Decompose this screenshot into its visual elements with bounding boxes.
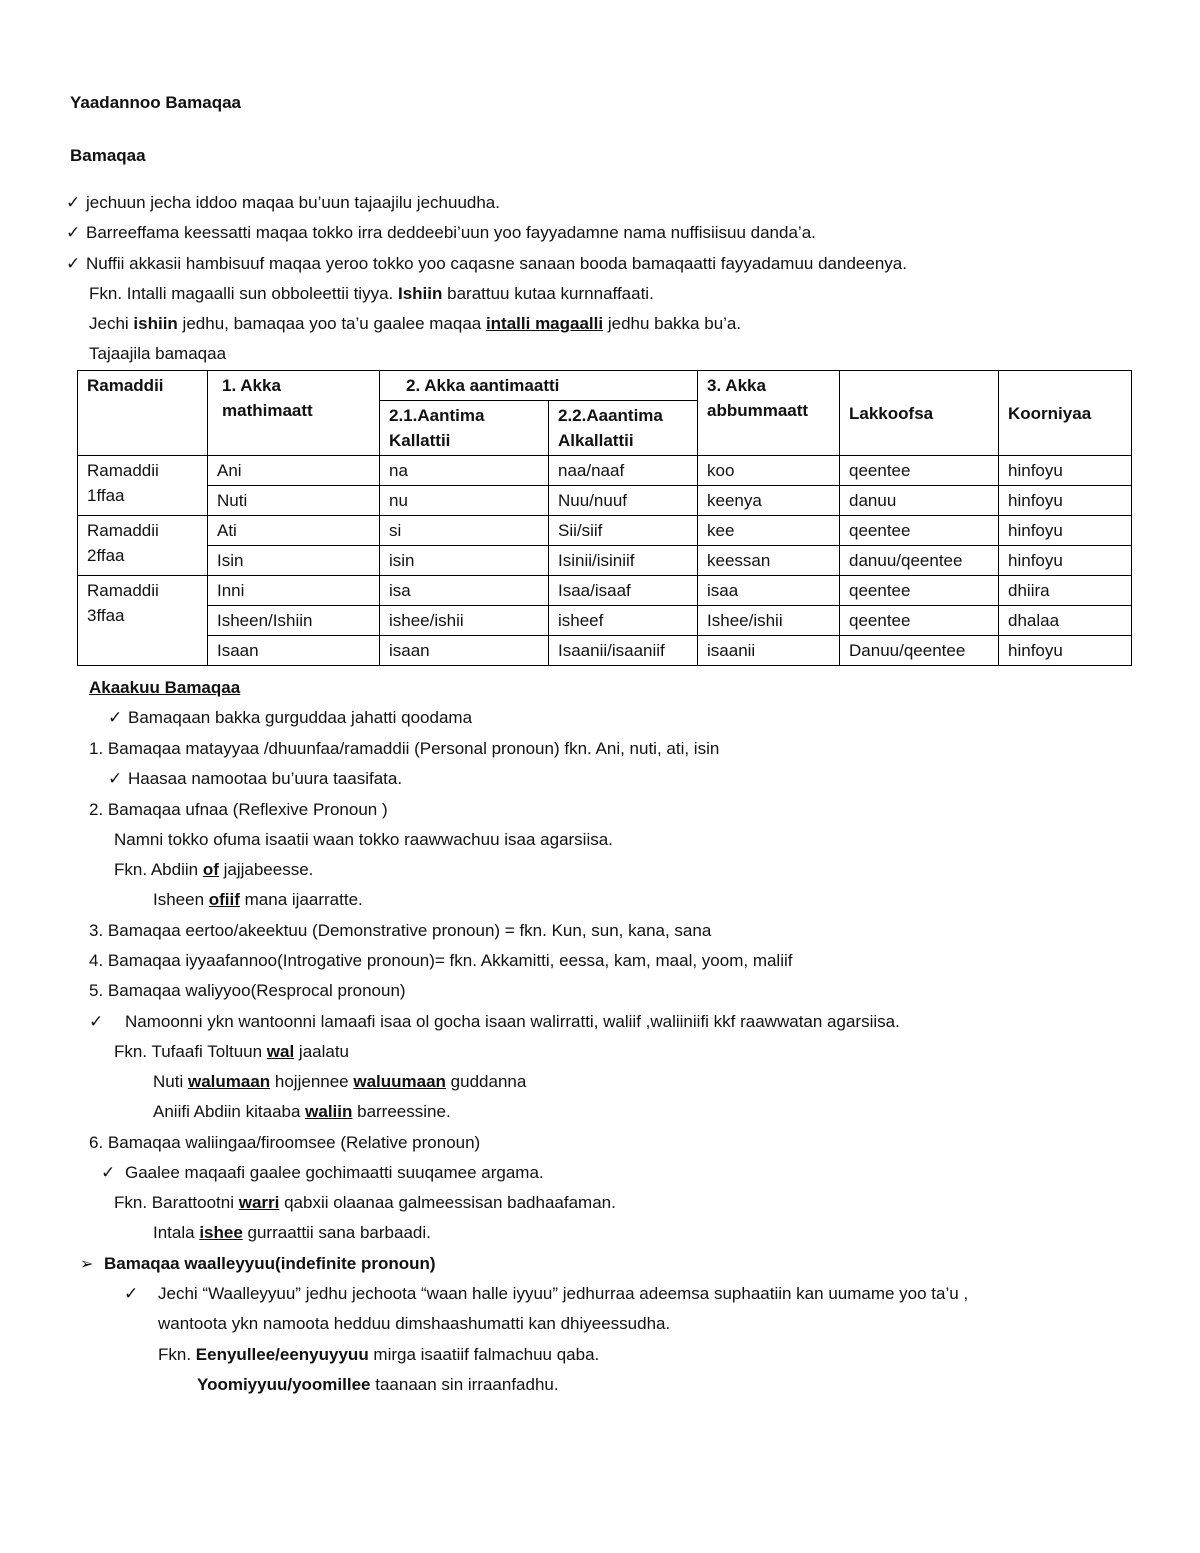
header-possessive: 2. Akka aantimaatti: [380, 371, 698, 401]
example-line: Aniifi Abdiin kitaaba waliin barreessine.: [153, 1102, 451, 1121]
header-subject: 1. Akka mathimaatt: [208, 371, 380, 456]
check-icon: ✓: [124, 1284, 139, 1303]
pronoun-table: [77, 370, 1132, 666]
example-line: Fkn. Intalli magaalli sun obboleettii tiyya. Ishiin barattuu kutaa kurnnaffaati.: [89, 284, 654, 303]
header-possessive-indirect: 2.2.Aaantima Alkallattii: [549, 401, 698, 456]
cell: na: [380, 456, 549, 486]
list-item: 5. Bamaqaa waliyyoo(Resprocal pronoun): [89, 981, 406, 1000]
check-icon: ✓: [101, 1163, 116, 1182]
group-label: Ramaddii 2ffaa: [78, 516, 208, 576]
cell: danuu: [840, 486, 999, 516]
check-icon: ✓: [89, 1012, 104, 1031]
cell: Isinii/isiniif: [549, 546, 698, 576]
bullet-item: ✓ Namoonni ykn wantoonni lamaafi isaa ol gocha isaan walirratti, waliif ,waliiniifi kkf raawwatan agarsiisa.: [89, 1012, 900, 1031]
cell: [78, 636, 208, 666]
cell: dhiira: [999, 576, 1132, 606]
section-heading: Akaakuu Bamaqaa: [89, 678, 241, 697]
cell: keessan: [698, 546, 840, 576]
check-icon: ✓: [108, 708, 123, 727]
document-title: Yaadannoo Bamaqaa: [70, 93, 242, 112]
cell: Isaanii/isaaniif: [549, 636, 698, 666]
cell: qeentee: [840, 456, 999, 486]
bullet-item: ✓ Haasaa namootaa bu’uura taasifata.: [108, 769, 403, 788]
cell: isaanii: [698, 636, 840, 666]
example-line: Fkn. Tufaafi Toltuun wal jaalatu: [114, 1042, 350, 1061]
cell: nu: [380, 486, 549, 516]
check-icon: ✓: [66, 193, 81, 212]
header-gender: Koorniyaa: [999, 371, 1132, 456]
cell: si: [380, 516, 549, 546]
cell: isaan: [380, 636, 549, 666]
bullet-item: ✓ Nuffii akkasii hambisuuf maqaa yeroo tokko yoo caqasne sanaan booda bamaqaatti fayyadamuu dandeenya.: [66, 254, 907, 273]
cell: naa/naaf: [549, 456, 698, 486]
cell: qeentee: [840, 606, 999, 636]
cell: Ani: [208, 456, 380, 486]
table-row: [78, 636, 1132, 666]
group-label: Ramaddii 1ffaa: [78, 456, 208, 516]
cell: Sii/siif: [549, 516, 698, 546]
cell: Isin: [208, 546, 380, 576]
header-person: Ramaddii: [78, 371, 208, 456]
group-label: Ramaddii 3ffaa: [78, 576, 208, 636]
list-item: ➢ Bamaqaa waalleyyuu(indefinite pronoun): [80, 1253, 436, 1276]
cell: hinfoyu: [999, 516, 1132, 546]
check-icon: ✓: [66, 254, 81, 273]
table-row: [78, 576, 1132, 606]
list-item: 1. Bamaqaa matayyaa /dhuunfaa/ramaddii (Personal pronoun) fkn. Ani, nuti, ati, isin: [89, 739, 720, 758]
cell: dhalaa: [999, 606, 1132, 636]
cell: isa: [380, 576, 549, 606]
cell: Isaan: [208, 636, 380, 666]
cell: hinfoyu: [999, 486, 1132, 516]
example-line: Isheen ofiif mana ijaarratte.: [153, 890, 363, 909]
list-item: 3. Bamaqaa eertoo/akeektuu (Demonstrative pronoun) = fkn. Kun, sun, kana, sana: [89, 921, 712, 940]
header-number: Lakkoofsa: [840, 371, 999, 456]
list-item: 4. Bamaqaa iyyaafannoo(Introgative pronoun)= fkn. Akkamitti, eessa, kam, maal, yoom, maliif: [89, 951, 793, 970]
header-possessive-direct: 2.1.Aantima Kallattii: [380, 401, 549, 456]
bullet-item: ✓ jechuun jecha iddoo maqaa bu’uun tajaajilu jechuudha.: [66, 193, 500, 212]
table-caption: Tajaajila bamaqaa: [89, 344, 227, 363]
cell: ishee/ishii: [380, 606, 549, 636]
bullet-item: ✓ Barreeffama keessatti maqaa tokko irra deddeebi’uun yoo fayyadamne nama nuffisiisuu danda’a.: [66, 223, 816, 242]
cell: Isheen/Ishiin: [208, 606, 380, 636]
cell: isaa: [698, 576, 840, 606]
cell: qeentee: [840, 516, 999, 546]
cell: hinfoyu: [999, 636, 1132, 666]
table-row: [78, 486, 1132, 516]
cell: Ishee/ishii: [698, 606, 840, 636]
cell: kee: [698, 516, 840, 546]
cell: isheef: [549, 606, 698, 636]
arrow-bullet-icon: ➢: [80, 1256, 94, 1273]
check-icon: ✓: [108, 769, 123, 788]
list-item: 2. Bamaqaa ufnaa (Reflexive Pronoun ): [89, 800, 388, 819]
cell: qeentee: [840, 576, 999, 606]
list-item: 6. Bamaqaa waliingaa/firoomsee (Relative pronoun): [89, 1133, 481, 1152]
cell: Inni: [208, 576, 380, 606]
cell: koo: [698, 456, 840, 486]
description-line: wantoota ykn namoota hedduu dimshaashumatti kan dhiyeessudha.: [158, 1314, 671, 1333]
section-heading: Bamaqaa: [70, 146, 146, 165]
cell: keenya: [698, 486, 840, 516]
cell: Isaa/isaaf: [549, 576, 698, 606]
example-line: Nuti walumaan hojjennee waluumaan guddanna: [153, 1072, 527, 1091]
table-row: [78, 546, 1132, 576]
cell: Ati: [208, 516, 380, 546]
bullet-item: ✓ Jechi “Waalleyyuu” jedhu jechoota “waan halle iyyuu” jedhurraa adeemsa suphaatiin kan uumame yoo ta’u ,: [124, 1284, 969, 1303]
bullet-item: ✓ Gaalee maqaafi gaalee gochimaatti suuqamee argama.: [101, 1163, 544, 1182]
header-object: 3. Akka abbummaatt: [698, 371, 840, 456]
cell: hinfoyu: [999, 546, 1132, 576]
example-line: Fkn. Abdiin of jajjabeesse.: [114, 860, 314, 879]
check-icon: ✓: [66, 223, 81, 242]
table-row: [78, 456, 1132, 486]
cell: Nuti: [208, 486, 380, 516]
cell: Danuu/qeentee: [840, 636, 999, 666]
example-line: Jechi ishiin jedhu, bamaqaa yoo ta’u gaalee maqaa intalli magaalli jedhu bakka bu’a.: [89, 314, 742, 333]
table-row: [78, 606, 1132, 636]
cell: hinfoyu: [999, 456, 1132, 486]
cell: danuu/qeentee: [840, 546, 999, 576]
table-row: [78, 516, 1132, 546]
description-line: Namni tokko ofuma isaatii waan tokko raawwachuu isaa agarsiisa.: [114, 830, 613, 849]
example-line: Fkn. Eenyullee/eenyuyyuu mirga isaatiif falmachuu qaba.: [158, 1345, 600, 1364]
bullet-item: ✓ Bamaqaan bakka gurguddaa jahatti qoodama: [108, 708, 473, 727]
cell: Nuu/nuuf: [549, 486, 698, 516]
example-line: Intala ishee gurraattii sana barbaadi.: [153, 1223, 431, 1242]
example-line: Fkn. Barattootni warri qabxii olaanaa galmeessisan badhaafaman.: [114, 1193, 616, 1212]
cell: isin: [380, 546, 549, 576]
example-line: Yoomiyyuu/yoomillee taanaan sin irraanfadhu.: [197, 1375, 559, 1394]
